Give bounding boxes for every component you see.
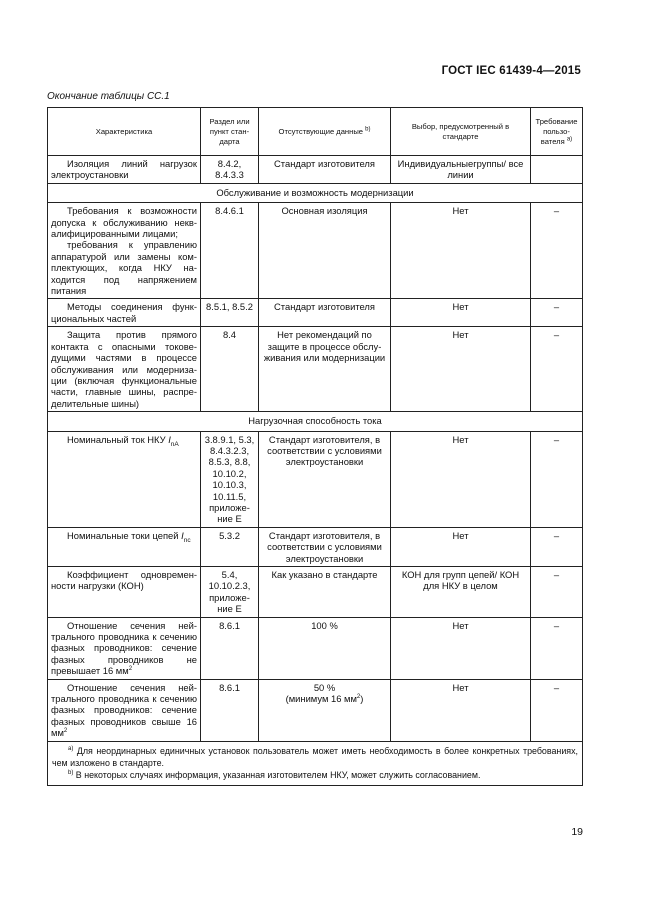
header-requirement: Требование пользователя $^{a)}$: [531, 108, 583, 156]
table-row: Методы соединения функциональных частей 8.5.1, 8.5.2 Стандарт изготовителя Нет –: [48, 299, 583, 327]
note-a: $^{a)}$ Для неординарных единичных установок пользователь может иметь необходимость в более конкретных требованиях, чем изложено в стандарте.: [52, 745, 578, 768]
table-row: Номинальные токи цепей $I_{nc}$ 5.3.2 Стандарт изготовителя, в соответствии с условиями электроустановки Нет –: [48, 527, 583, 566]
section-current: Нагрузочная способность тока: [48, 412, 583, 431]
note-b: $^{b)}$ В некоторых случаях информация, указанная изготовителем НКУ, может служить согласованием.: [68, 769, 481, 780]
section-heading-row: [48, 183, 583, 202]
table-row: Изоляция линий нагрузок электроустановки 8.4.2, 8.4.3.3 Стандарт изготовителя Индивидуальныегруппы/ все линии: [48, 156, 583, 184]
table-row: Требования к возможности допуска к обслуживанию неквалифицированными лицами; требования к управлению аппаратурой или замены комплектующих, когда НКУ находится под напряжением питания 8.4.6.1 Основная изоляция Нет –: [48, 203, 583, 299]
section-heading-row: [48, 412, 583, 431]
table-notes-row: [48, 741, 583, 785]
table-row: Коэффициент одновременности нагрузки (КОН) 5.4, 10.10.2.3, приложение Е Как указано в стандарте КОН для групп цепей/ КОН для НКУ в целом –: [48, 567, 583, 618]
header-choice: Выбор, предусмотренный в стандарте: [391, 108, 531, 156]
table-row: Отношение сечения нейтрального проводника к сечению фазных проводников: сечение фазных проводников свыше 16 $мм^2$ 8.6.1 50 % (минимум 16 $мм^2$) Нет –: [48, 679, 583, 741]
standard-designation: ГОСТ IEC 61439-4—2015: [441, 65, 581, 77]
header-absent-data: Отсутствующие данные $^{b)}$: [259, 108, 391, 156]
table-caption: Окончание таблицы СС.1: [47, 91, 170, 102]
header-section: Раздел или пункт стандарта: [201, 108, 259, 156]
table-notes: [48, 741, 583, 785]
table-row: Отношение сечения нейтрального проводника к сечению фазных проводников: сечение фазных проводников не превышает 16 $мм^2$ 8.6.1 100 % Нет –: [48, 617, 583, 679]
table-row: Номинальный ток НКУ $I_{nA}$ 3.8.9.1, 5.3, 8.4.3.2.3, 8.5.3, 8.8, 10.10.2, 10.10.3, 10.11.5, приложение Е Стандарт изготовителя, в соответствии с условиями электроустановки Нет –: [48, 431, 583, 527]
requirements-table: [47, 107, 583, 786]
section-maintenance: Обслуживание и возможность модернизации: [48, 183, 583, 202]
table-row: Защита против прямого контакта с опасными токоведущими частями в процессе обслуживания или модернизации (включая функциональные части, главные шины, распределительные шины) 8.4 Нет рекомендаций по защите в процессе обслуживания или модернизации Нет –: [48, 327, 583, 412]
header-characteristic: Характеристика: [48, 108, 201, 156]
table-header-row: [48, 108, 583, 156]
page-number: 19: [571, 826, 583, 838]
